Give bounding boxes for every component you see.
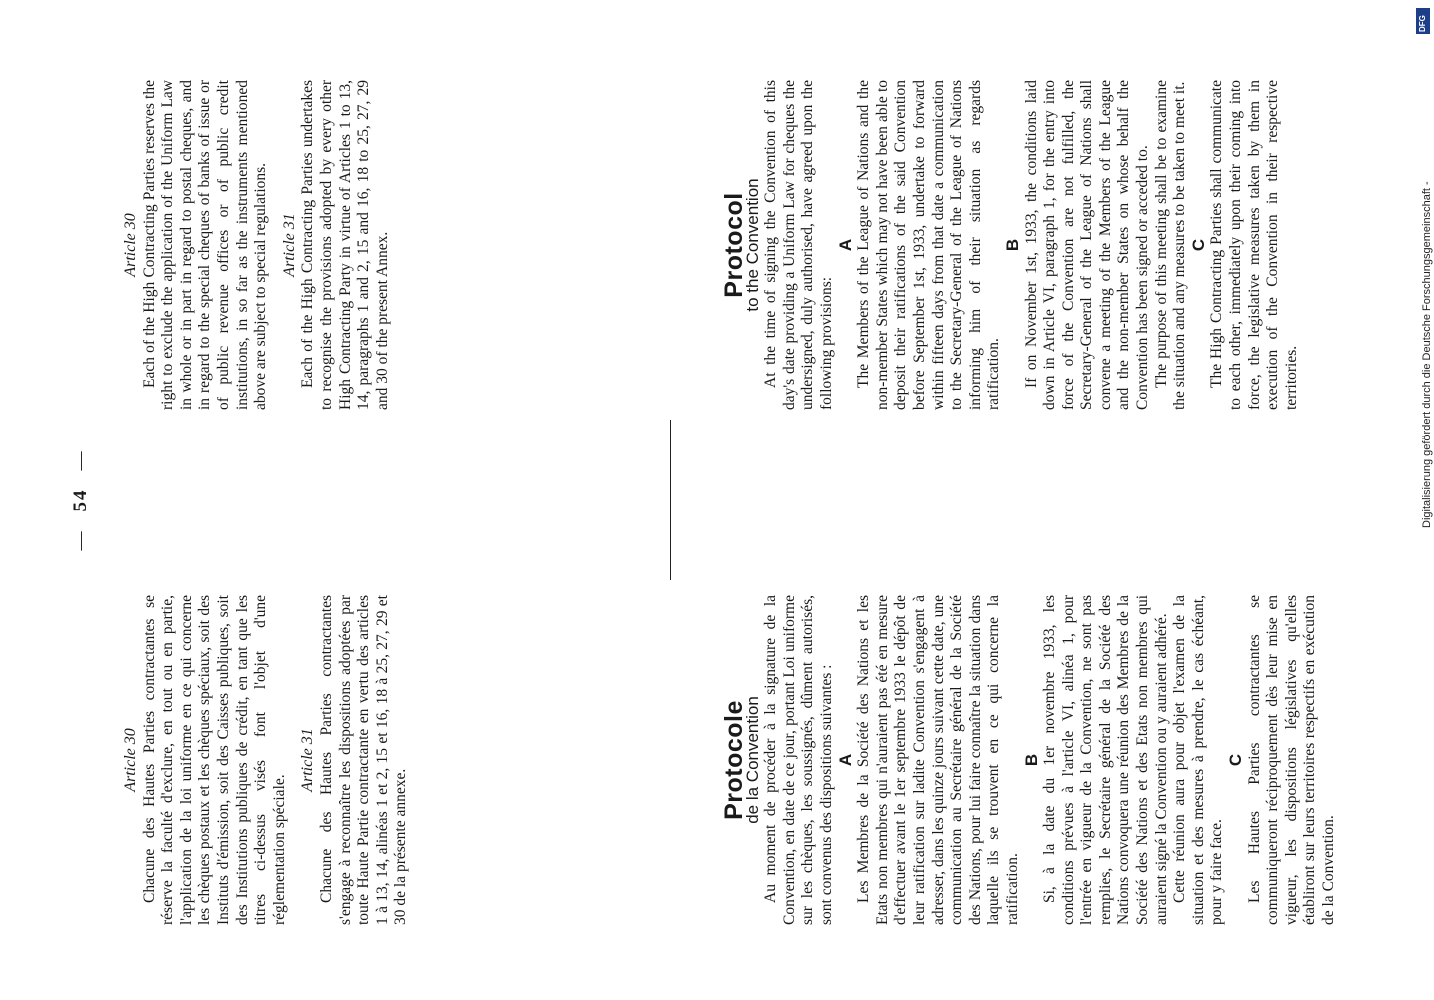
en-section-a-label: A [835, 238, 855, 252]
english-column [122, 80, 392, 410]
fr-section-a-text: Les Membres de la Société des Nations et les Etats non membres qui n'auraient pas été en mesure d'effectuer avant le 1er septembre 1933 le dépôt de leur ratification sur ladite Convention s'engagent à adresser, dans les quinze jours suivant cette date, une communication au Secrétaire général de la Société des Nations, pour lui faire connaître la situation dans laquelle ils se trouvent en ce qui concerne la ratification. [855, 595, 1021, 925]
fr-article-30-title: Article 30 [122, 728, 139, 792]
section-divider [670, 420, 671, 580]
en-article-31-title: Article 31 [280, 213, 298, 277]
header-dash-left: — [70, 529, 91, 551]
header-dash-right: — [70, 449, 91, 471]
page-number-text: 54 [70, 488, 91, 512]
digitization-credit [1413, 8, 1433, 528]
en-protocol-intro: At the time of signing the Convention of this day's date providing a Uniform Law for cheques the undersigned, duly authorised, have agreed upon the following provisions: [762, 80, 835, 410]
en-article-30-text: Each of the High Contracting Parties reserves the right to exclude the application of the Uniform Law in whole or in part in regard to postal cheques, and in regard to the special cheques of banks of issue or of public revenue offices or of public credit institutions, in so far as the instruments mentioned above are subject to special regulations. [140, 80, 270, 410]
fr-section-c-text: Les Hautes Parties contractantes se communiqueront réciproquement dès leur mise en vigueur, les dispositions législatives qu'elles établiront sur leurs territoires respectifs en exécution de la Convention. [1245, 595, 1337, 925]
fr-section-c-label: C [1226, 753, 1246, 767]
digitization-credit-text: Digitalisierung gefördert durch die Deutsche Forschungsgemeinschaft - [1421, 181, 1433, 528]
fr-article-30-text: Chacune des Hautes Parties contractantes se réserve la faculté d'exclure, en tout ou en partie, l'application de la loi uniforme en ce qui concerne les chèques postaux et les chèques spéciaux, soit des Instituts d'émission, soit des Caisses publiques, soit des Institutions publiques de crédit, en tant que les titres ci-dessus visés font l'objet d'une réglementation spéciale. [140, 595, 288, 925]
fr-article-31-title: Article 31 [299, 728, 317, 792]
fr-section-b-label: B [1021, 753, 1041, 767]
en-article-30-title: Article 30 [122, 213, 139, 277]
en-protocol-subtitle: to the Convention [742, 178, 762, 312]
french-column [122, 595, 411, 925]
fr-section-b-text-1: Si, à la date du 1er novembre 1933, les conditions prévues à l'article VI, alinéa 1, pour l'entrée en vigueur de la Convention, ne sont pas remplies, le Secrétaire général de la Société des Nations convoquera une réunion des Membres de la Société des Nations et des Etats non membres qui auraient signé la Convention ou y auraient adhéré. [1041, 595, 1170, 925]
en-section-c-text: The High Contracting Parties shall communicate to each other, immediately upon their coming into force, the legislative measures taken by them in execution of the Convention in their respective territories. [1208, 80, 1300, 410]
en-protocol-title: Protocol [720, 192, 748, 298]
page-number [70, 376, 92, 624]
fr-article-31-text: Chacune des Hautes Parties contractantes s'engage à reconnaître les dispositions adoptées par toute Haute Partie contractante en vertu des articles 1 à 13, 14, alinéas 1 et 2, 15 et 16, 18 à 25, 27, 29 et 30 de la présente annexe. [317, 595, 410, 925]
fr-section-b-text-2: Cette réunion aura pour objet l'examen de la situation et des mesures à prendre, le cas échéant, pour y faire face. [1171, 595, 1226, 925]
english-protocol-column [720, 80, 1301, 410]
fr-protocol-subtitle: de la Convention [742, 696, 762, 824]
fr-section-a-label: A [835, 753, 855, 767]
en-section-b-text-1: If on November 1st, 1933, the conditions laid down in Article VI, paragraph 1, for the entry into force of the Convention are not fulfilled, the Secretary-General of the League of Nations shall convene a meeting of the Members of the League and the non-member States on whose behalf the Convention has been signed or acceded to. [1022, 80, 1152, 410]
french-protocol-column [720, 595, 1339, 925]
dfg-logo-text: DFG [1418, 15, 1427, 32]
en-section-b-text-2: The purpose of this meeting shall be to examine the situation and any measures to be taken to meet it. [1152, 80, 1189, 410]
en-section-c-label: C [1188, 238, 1208, 252]
fr-protocol-title: Protocole [720, 700, 748, 820]
en-section-a-text: The Members of the League of Nations and the non-member States which may not have been able to deposit their ratifications of the said Convention before September 1st, 1933, undertake to forward within fifteen days from that date a communication to the Secretary-General of the League of Nations informing him of their situation as regards ratification. [855, 80, 1003, 410]
en-article-31-text: Each of the High Contracting Parties undertakes to recognise the provisions adopted by every other High Contracting Party in virtue of Articles 1 to 13, 14, paragraphs 1 and 2, 15 and 16, 18 to 25, 27, 29 and 30 of the present Annex. [299, 80, 391, 410]
fr-protocol-intro: Au moment de procéder à la signature de la Convention, en date de ce jour, portant Loi uniforme sur les chèques, les soussignés, dûment autorisés, sont convenus des dispositions suivantes : [762, 595, 835, 925]
dfg-logo-badge [1416, 8, 1430, 34]
en-section-b-label: B [1002, 238, 1022, 252]
